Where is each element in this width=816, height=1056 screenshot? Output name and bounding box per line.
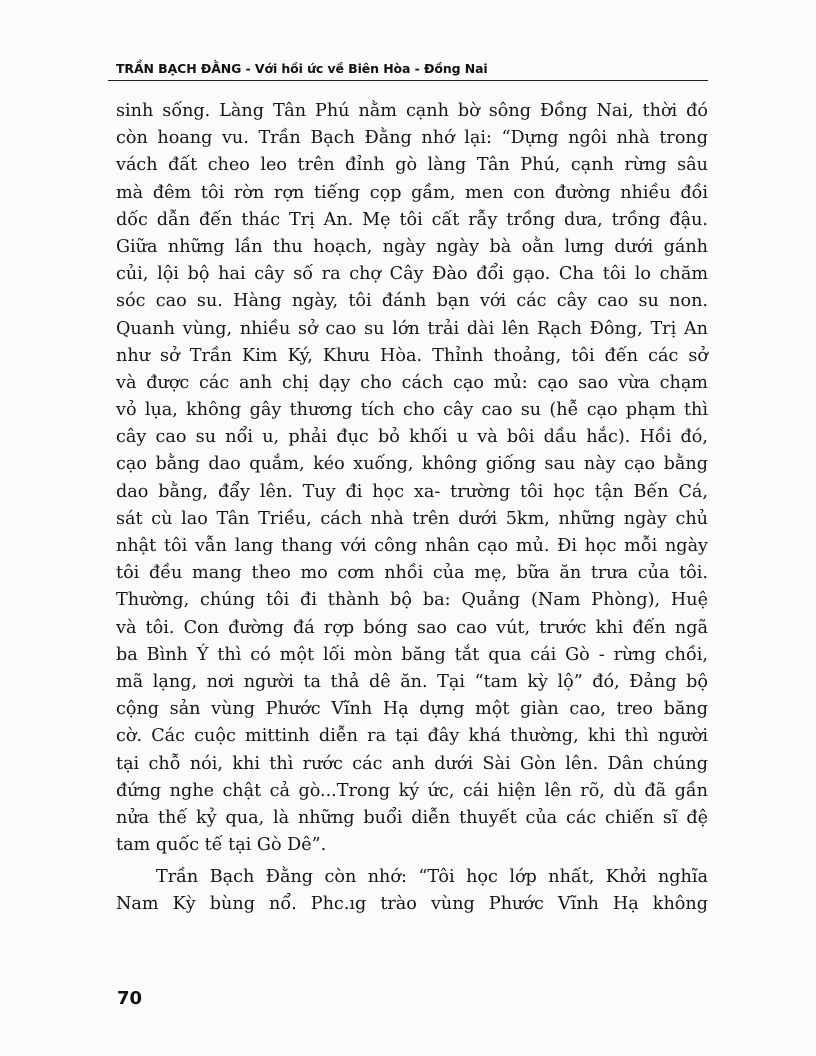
- text-line: Thường, chúng tôi đi thành bộ ba: Quảng (Nam Phòng), Huệ: [116, 590, 708, 611]
- text-line: mã lạng, nơi người ta thả dê ăn. Tại “tam kỳ lộ” đó, Đảng bộ: [116, 671, 708, 692]
- text-line: cờ. Các cuộc mittinh diễn ra tại đây khá thường, khi thì người: [116, 726, 708, 747]
- text-line: mà đêm tôi rờn rợn tiếng cọp gầm, men con đường nhiều đồi: [116, 182, 708, 203]
- text-line: tam quốc tế tại Gò Dê”.: [116, 835, 327, 856]
- text-line: tại chỗ nói, khi thì rước các anh dưới Sài Gòn lên. Dân chúng: [116, 753, 708, 774]
- text-line: và được các anh chị dạy cho cách cạo mủ: cạo sao vừa chạm: [116, 372, 708, 393]
- text-line: sinh sống. Làng Tân Phú nằm cạnh bờ sông Đồng Nai, thời đó: [116, 101, 708, 121]
- paragraph-1: [116, 98, 708, 859]
- text-line: Trần Bạch Đằng còn nhớ: “Tôi học lớp nhất, Khởi nghĩa: [156, 867, 708, 888]
- text-line: sát cù lao Tân Triều, cách nhà trên dưới 5km, những ngày chủ: [116, 508, 708, 529]
- running-header: TRẦN BẠCH ĐẰNG - Với hồi ức về Biên Hòa - Đồng Nai: [116, 61, 488, 76]
- header-rule: [108, 80, 708, 81]
- body-text: [116, 98, 708, 919]
- text-line: vỏ lụa, không gây thương tích cho cây cao su (hễ cạo phạm thì: [116, 400, 708, 421]
- text-line: tôi đều mang theo mo cơm nhồi của mẹ, bữa ăn trưa của tôi.: [116, 563, 708, 584]
- text-line: như sở Trần Kim Ký, Khưu Hòa. Thỉnh thoảng, tôi đến các sở: [116, 345, 708, 366]
- page-number: 70: [117, 988, 143, 1009]
- text-line: củi, lội bộ hai cây số ra chợ Cây Đào đổi gạo. Cha tôi lo chăm: [116, 264, 708, 285]
- text-line: dao bằng, đẩy lên. Tuy đi học xa- trường tôi học tận Bến Cá,: [116, 481, 708, 502]
- text-line: nhật tôi vẫn lang thang với công nhân cạo mủ. Đi học mỗi ngày: [116, 536, 708, 556]
- text-line: và tôi. Con đường đá rợp bóng sao cao vút, trước khi đến ngã: [116, 617, 708, 638]
- paragraph-2: [116, 864, 708, 918]
- text-line: Quanh vùng, nhiều sở cao su lớn trải dài lên Rạch Đông, Trị An: [116, 318, 708, 339]
- text-line: cộng sản vùng Phước Vĩnh Hạ dựng một giàn cao, treo băng: [116, 699, 708, 720]
- text-line: sóc cao su. Hàng ngày, tôi đánh bạn với các cây cao su non.: [116, 291, 708, 312]
- text-line: dốc dẫn đến thác Trị An. Mẹ tôi cất rẫy trồng dưa, trồng đậu.: [116, 209, 708, 230]
- text-line: đứng nghe chật cả gò...Trong ký ức, cái hiện lên rõ, dù đã gần: [116, 780, 708, 801]
- text-line: nửa thế kỷ qua, là những buổi diễn thuyết của các chiến sĩ đệ: [116, 807, 708, 828]
- text-line: còn hoang vu. Trần Bạch Đằng nhớ lại: “Dựng ngôi nhà trong: [116, 128, 708, 149]
- text-line: vách đất cheo leo trên đỉnh gò làng Tân Phú, cạnh rừng sâu: [116, 155, 708, 176]
- text-line: cây cao su nổi u, phải đục bỏ khối u và bôi dầu hắc). Hồi đó,: [116, 427, 708, 448]
- text-line: ba Bình Ý thì có một lối mòn băng tắt qua cái Gò - rừng chồi,: [116, 644, 708, 665]
- text-line: Nam Kỳ bùng nổ. Phc.ıg trào vùng Phước Vĩnh Hạ không: [116, 894, 708, 915]
- text-line: Giữa những lần thu hoạch, ngày ngày bà oằn lưng dưới gánh: [116, 236, 708, 257]
- text-line: cạo bằng dao quắm, kéo xuống, không giống sau này cạo bằng: [116, 454, 708, 475]
